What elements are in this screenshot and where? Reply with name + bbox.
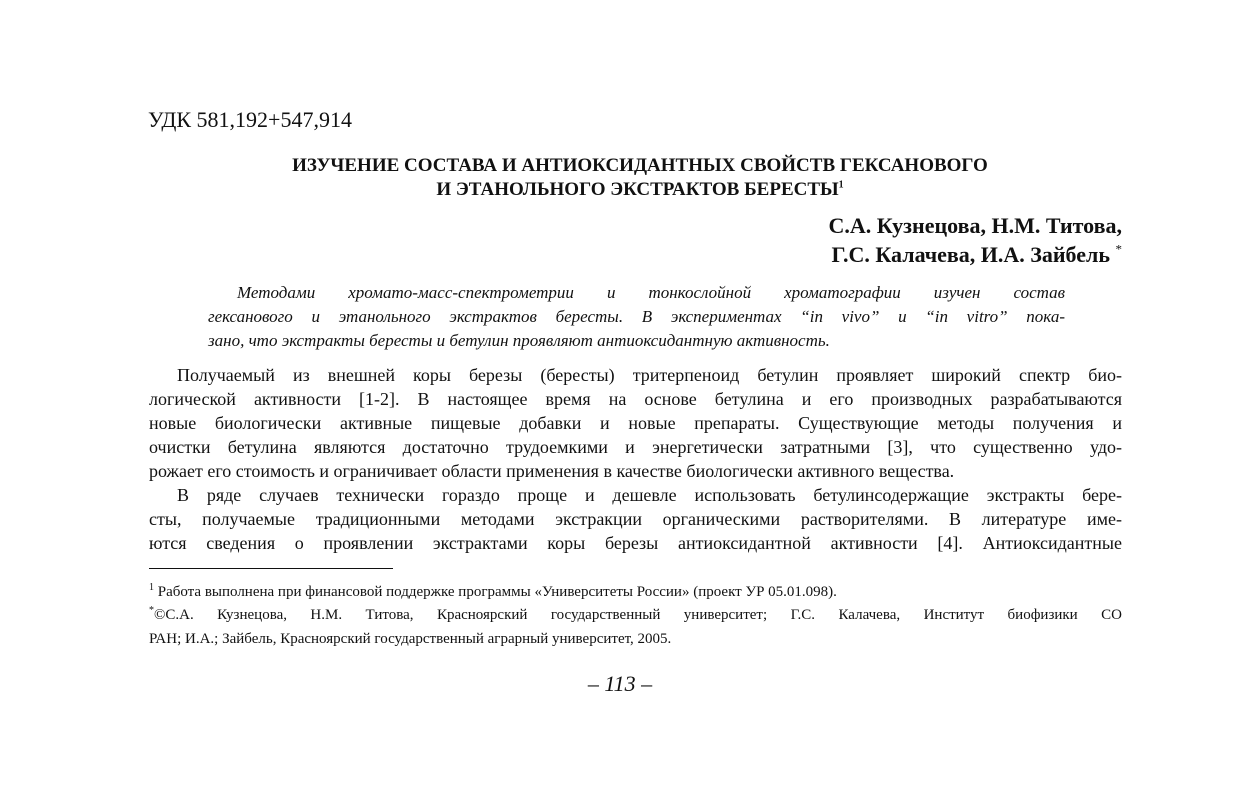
authors-line-2 bbox=[831, 241, 1122, 269]
footnote-2-text-1: ©С.А. Кузнецова, Н.М. Титова, Красноярский государственный университет; Г.С. Калачева, Институт биофизики СО bbox=[154, 607, 1122, 623]
paper-title-line-1 bbox=[140, 154, 1140, 178]
authors-footnote-mark: * bbox=[1115, 241, 1122, 257]
paper-title-line-2 bbox=[140, 178, 1140, 202]
title-footnote-mark: 1 bbox=[838, 179, 844, 191]
body-text-line: В ряде случаев технически гораздо проще и дешевле использовать бетулинсодержащие экстракты бере- bbox=[177, 485, 1122, 505]
abstract-line: Методами хромато-масс-спектрометрии и тонкослойной хроматографии изучен состав bbox=[237, 283, 1065, 302]
udc-code: УДК 581,192+547,914 bbox=[148, 107, 352, 132]
body-text-line: рожает его стоимость и ограничивает области применения в качестве биологически активного вещества. bbox=[149, 461, 955, 481]
authors-text-2: Г.С. Калачева, И.А. Зайбель bbox=[831, 242, 1110, 267]
footnote-1 bbox=[149, 582, 837, 602]
footnote-1-mark: 1 bbox=[149, 582, 154, 593]
abstract-line: зано, что экстракты бересты и бетулин проявляют антиоксидантную активность. bbox=[208, 331, 830, 350]
body-text-line: новые биологически активные пищевые добавки и новые препараты. Существующие методы получения и bbox=[149, 413, 1122, 433]
body-text-line: сты, получаемые традиционными методами экстракции органическими растворителями. В литературе име- bbox=[149, 509, 1122, 529]
footnote-2-mark: * bbox=[149, 605, 154, 616]
body-text-line: Получаемый из внешней коры березы (бересты) тритерпеноид бетулин проявляет широкий спектр био- bbox=[177, 365, 1122, 385]
paper-title-text-1: ИЗУЧЕНИЕ СОСТАВА И АНТИОКСИДАНТНЫХ СВОЙСТВ ГЕКСАНОВОГО bbox=[292, 155, 988, 176]
body-text-line: ются сведения о проявлении экстрактами коры березы антиоксидантной активности [4]. Антиоксидантные bbox=[149, 533, 1122, 553]
authors-text-1: С.А. Кузнецова, Н.М. Титова, bbox=[828, 213, 1122, 238]
authors-line-1 bbox=[829, 212, 1123, 240]
body-text-line: логической активности [1-2]. В настоящее время на основе бетулина и его производных разрабатываются bbox=[149, 389, 1122, 409]
footnote-2-line-2: РАН; И.А.; Зайбель, Красноярский государственный аграрный университет, 2005. bbox=[149, 631, 672, 647]
abstract-line: гексанового и этанольного экстрактов бересты. В экспериментах “in vivo” и “in vitro” пока- bbox=[208, 307, 1065, 326]
page-number: – 113 – bbox=[587, 671, 653, 696]
footnote-divider bbox=[149, 568, 393, 569]
footnote-1-text: Работа выполнена при финансовой поддержке программы «Университеты России» (проект УР 05.01.098). bbox=[157, 584, 837, 600]
body-text-line: очистки бетулина являются достаточно трудоемкими и энергетически затратными [3], что существенно удо- bbox=[149, 437, 1122, 457]
footnote-2-line-1 bbox=[149, 605, 1122, 625]
paper-title-text-2: И ЭТАНОЛЬНОГО ЭКСТРАКТОВ БЕРЕСТЫ bbox=[436, 179, 839, 200]
